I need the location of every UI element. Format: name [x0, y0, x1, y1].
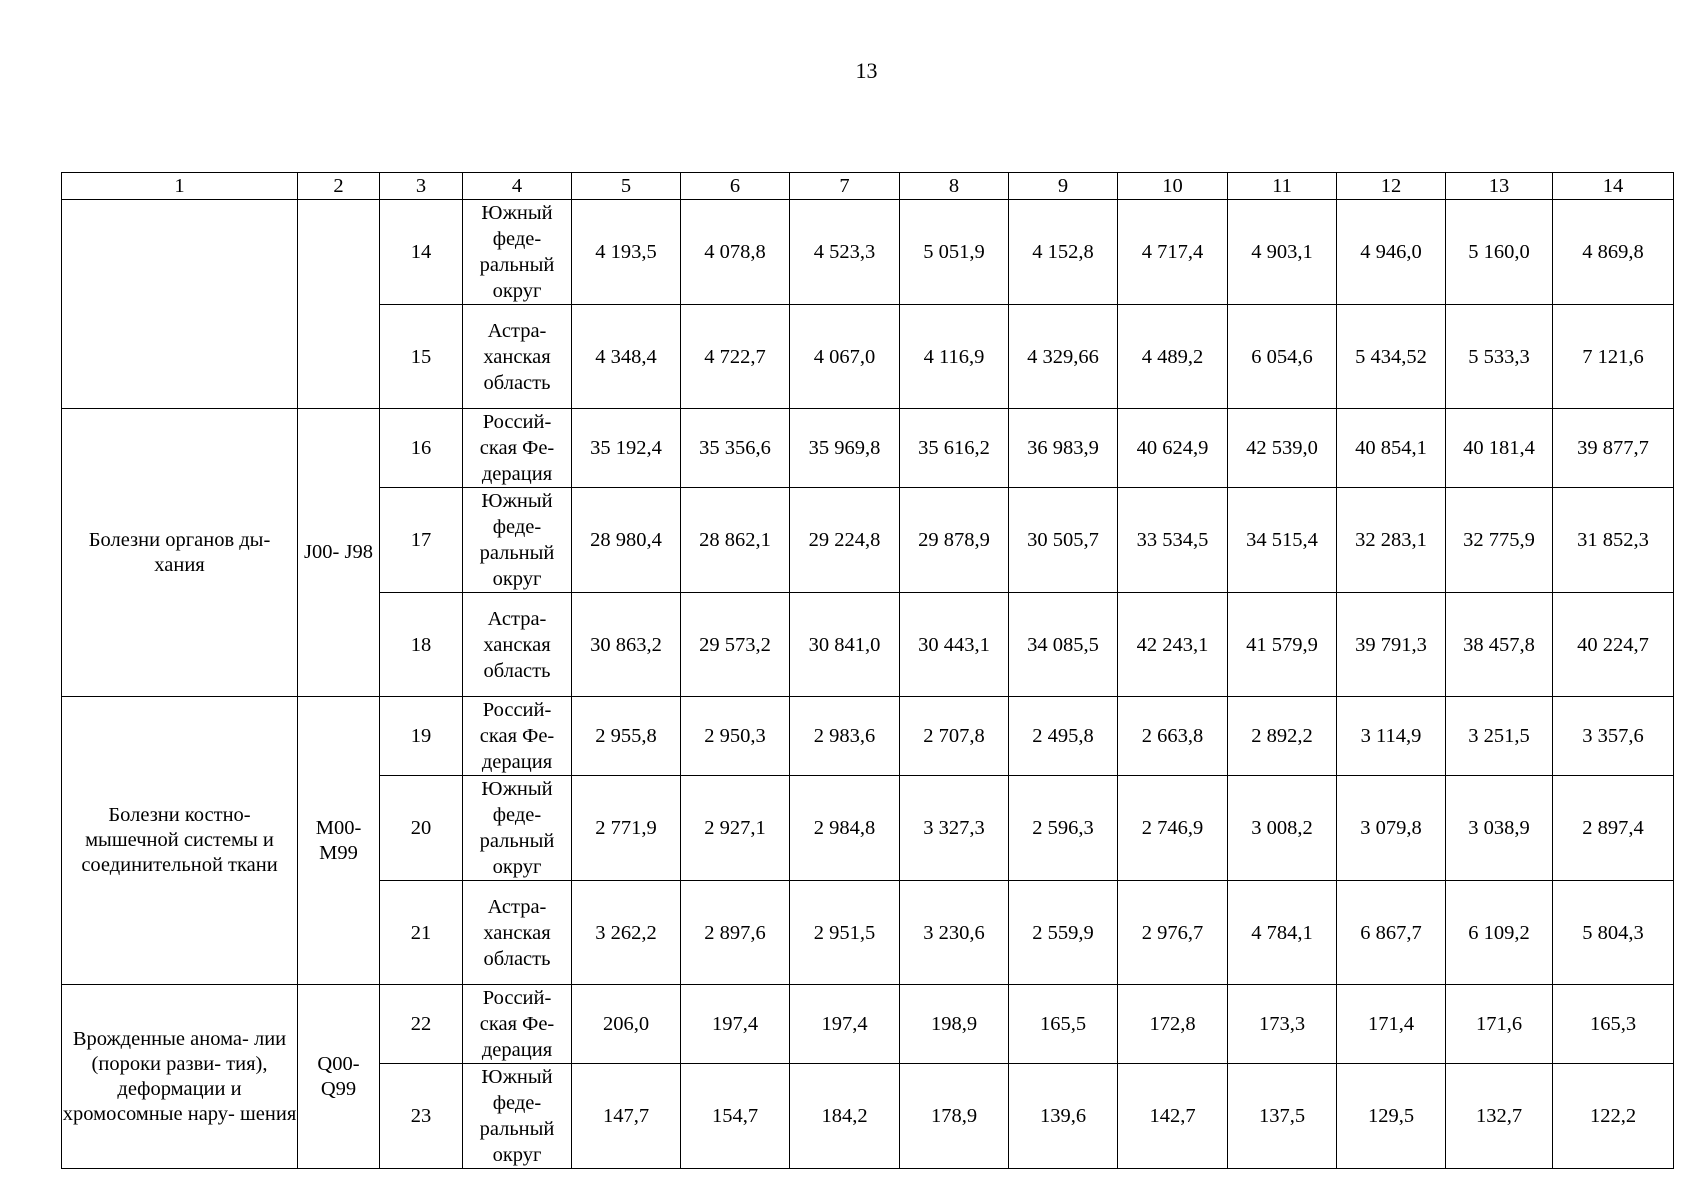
icd-code-cell: J00- J98	[298, 409, 380, 697]
value-cell: 172,8	[1118, 985, 1228, 1064]
page-number: 13	[855, 58, 878, 83]
value-cell: 34 515,4	[1228, 488, 1337, 593]
value-cell: 4 067,0	[790, 305, 900, 409]
value-cell: 32 775,9	[1446, 488, 1553, 593]
header-cell: 1	[62, 173, 298, 200]
region-cell: Россий- ская Фе- дерация	[463, 985, 572, 1064]
value-cell: 4 489,2	[1118, 305, 1228, 409]
icd-code-cell: M00- M99	[298, 697, 380, 985]
value-cell: 6 109,2	[1446, 881, 1553, 985]
value-cell: 6 867,7	[1337, 881, 1446, 985]
value-cell: 173,3	[1228, 985, 1337, 1064]
value-cell: 41 579,9	[1228, 593, 1337, 697]
value-cell: 198,9	[900, 985, 1009, 1064]
value-cell: 4 903,1	[1228, 200, 1337, 305]
value-cell: 2 892,2	[1228, 697, 1337, 776]
value-cell: 4 784,1	[1228, 881, 1337, 985]
value-cell: 137,5	[1228, 1064, 1337, 1169]
value-cell: 35 616,2	[900, 409, 1009, 488]
value-cell: 129,5	[1337, 1064, 1446, 1169]
header-row	[62, 173, 1674, 200]
value-cell: 28 980,4	[572, 488, 681, 593]
table-row	[62, 409, 1674, 488]
value-cell: 5 051,9	[900, 200, 1009, 305]
region-cell: Астра- ханская область	[463, 305, 572, 409]
value-cell: 4 329,66	[1009, 305, 1118, 409]
value-cell: 3 251,5	[1446, 697, 1553, 776]
region-cell: Южный феде- ральный округ	[463, 488, 572, 593]
value-cell: 4 523,3	[790, 200, 900, 305]
value-cell: 2 746,9	[1118, 776, 1228, 881]
row-number-cell: 20	[380, 776, 463, 881]
header-cell: 9	[1009, 173, 1118, 200]
disease-name-cell	[62, 200, 298, 409]
header-cell: 4	[463, 173, 572, 200]
region-cell: Россий- ская Фе- дерация	[463, 409, 572, 488]
table-row	[62, 985, 1674, 1064]
table-row	[62, 200, 1674, 305]
header-cell: 14	[1553, 173, 1674, 200]
header-cell: 11	[1228, 173, 1337, 200]
value-cell: 2 596,3	[1009, 776, 1118, 881]
value-cell: 2 950,3	[681, 697, 790, 776]
value-cell: 178,9	[900, 1064, 1009, 1169]
value-cell: 2 897,4	[1553, 776, 1674, 881]
value-cell: 29 224,8	[790, 488, 900, 593]
header-cell: 8	[900, 173, 1009, 200]
value-cell: 197,4	[681, 985, 790, 1064]
value-cell: 4 116,9	[900, 305, 1009, 409]
icd-code-cell	[298, 200, 380, 409]
header-cell: 10	[1118, 173, 1228, 200]
value-cell: 40 854,1	[1337, 409, 1446, 488]
value-cell: 5 160,0	[1446, 200, 1553, 305]
table-row	[62, 697, 1674, 776]
row-number-cell: 18	[380, 593, 463, 697]
region-cell: Южный феде- ральный округ	[463, 200, 572, 305]
value-cell: 3 230,6	[900, 881, 1009, 985]
value-cell: 2 983,6	[790, 697, 900, 776]
value-cell: 3 262,2	[572, 881, 681, 985]
value-cell: 28 862,1	[681, 488, 790, 593]
value-cell: 2 976,7	[1118, 881, 1228, 985]
value-cell: 30 443,1	[900, 593, 1009, 697]
value-cell: 3 114,9	[1337, 697, 1446, 776]
value-cell: 34 085,5	[1009, 593, 1118, 697]
value-cell: 2 951,5	[790, 881, 900, 985]
value-cell: 206,0	[572, 985, 681, 1064]
value-cell: 2 955,8	[572, 697, 681, 776]
header-cell: 7	[790, 173, 900, 200]
value-cell: 3 327,3	[900, 776, 1009, 881]
value-cell: 184,2	[790, 1064, 900, 1169]
value-cell: 29 878,9	[900, 488, 1009, 593]
row-number-cell: 21	[380, 881, 463, 985]
value-cell: 39 877,7	[1553, 409, 1674, 488]
value-cell: 4 869,8	[1553, 200, 1674, 305]
value-cell: 2 897,6	[681, 881, 790, 985]
value-cell: 3 008,2	[1228, 776, 1337, 881]
value-cell: 36 983,9	[1009, 409, 1118, 488]
value-cell: 7 121,6	[1553, 305, 1674, 409]
value-cell: 5 804,3	[1553, 881, 1674, 985]
value-cell: 39 791,3	[1337, 593, 1446, 697]
disease-name-cell: Болезни костно- мышечной системы и соединительной ткани	[62, 697, 298, 985]
header-cell: 13	[1446, 173, 1553, 200]
row-number-cell: 14	[380, 200, 463, 305]
value-cell: 6 054,6	[1228, 305, 1337, 409]
value-cell: 132,7	[1446, 1064, 1553, 1169]
value-cell: 147,7	[572, 1064, 681, 1169]
value-cell: 30 841,0	[790, 593, 900, 697]
row-number-cell: 23	[380, 1064, 463, 1169]
value-cell: 3 079,8	[1337, 776, 1446, 881]
value-cell: 5 434,52	[1337, 305, 1446, 409]
row-number-cell: 19	[380, 697, 463, 776]
row-number-cell: 22	[380, 985, 463, 1064]
value-cell: 165,3	[1553, 985, 1674, 1064]
value-cell: 35 192,4	[572, 409, 681, 488]
value-cell: 35 356,6	[681, 409, 790, 488]
row-number-cell: 15	[380, 305, 463, 409]
value-cell: 154,7	[681, 1064, 790, 1169]
value-cell: 197,4	[790, 985, 900, 1064]
value-cell: 2 707,8	[900, 697, 1009, 776]
icd-code-cell: Q00- Q99	[298, 985, 380, 1169]
header-cell: 3	[380, 173, 463, 200]
value-cell: 2 663,8	[1118, 697, 1228, 776]
value-cell: 171,6	[1446, 985, 1553, 1064]
value-cell: 30 863,2	[572, 593, 681, 697]
value-cell: 2 559,9	[1009, 881, 1118, 985]
region-cell: Южный феде- ральный округ	[463, 1064, 572, 1169]
region-cell: Россий- ская Фе- дерация	[463, 697, 572, 776]
value-cell: 38 457,8	[1446, 593, 1553, 697]
value-cell: 3 038,9	[1446, 776, 1553, 881]
value-cell: 33 534,5	[1118, 488, 1228, 593]
row-number-cell: 16	[380, 409, 463, 488]
disease-name-cell: Болезни органов ды- хания	[62, 409, 298, 697]
value-cell: 3 357,6	[1553, 697, 1674, 776]
value-cell: 4 348,4	[572, 305, 681, 409]
value-cell: 32 283,1	[1337, 488, 1446, 593]
row-number-cell: 17	[380, 488, 463, 593]
value-cell: 2 984,8	[790, 776, 900, 881]
value-cell: 4 717,4	[1118, 200, 1228, 305]
value-cell: 29 573,2	[681, 593, 790, 697]
header-cell: 2	[298, 173, 380, 200]
value-cell: 40 224,7	[1553, 593, 1674, 697]
region-cell: Астра- ханская область	[463, 881, 572, 985]
value-cell: 4 193,5	[572, 200, 681, 305]
value-cell: 165,5	[1009, 985, 1118, 1064]
value-cell: 4 722,7	[681, 305, 790, 409]
value-cell: 4 078,8	[681, 200, 790, 305]
header-cell: 5	[572, 173, 681, 200]
morbidity-table	[61, 172, 1674, 1169]
value-cell: 42 539,0	[1228, 409, 1337, 488]
value-cell: 171,4	[1337, 985, 1446, 1064]
value-cell: 142,7	[1118, 1064, 1228, 1169]
header-cell: 6	[681, 173, 790, 200]
value-cell: 2 771,9	[572, 776, 681, 881]
region-cell: Южный феде- ральный округ	[463, 776, 572, 881]
value-cell: 30 505,7	[1009, 488, 1118, 593]
header-cell: 12	[1337, 173, 1446, 200]
disease-name-cell: Врожденные анома- лии (пороки разви- тия), деформации и хромосомные нару- шения	[62, 985, 298, 1169]
value-cell: 31 852,3	[1553, 488, 1674, 593]
value-cell: 4 946,0	[1337, 200, 1446, 305]
value-cell: 40 181,4	[1446, 409, 1553, 488]
value-cell: 122,2	[1553, 1064, 1674, 1169]
value-cell: 35 969,8	[790, 409, 900, 488]
value-cell: 2 495,8	[1009, 697, 1118, 776]
value-cell: 4 152,8	[1009, 200, 1118, 305]
region-cell: Астра- ханская область	[463, 593, 572, 697]
value-cell: 40 624,9	[1118, 409, 1228, 488]
value-cell: 139,6	[1009, 1064, 1118, 1169]
value-cell: 2 927,1	[681, 776, 790, 881]
value-cell: 5 533,3	[1446, 305, 1553, 409]
value-cell: 42 243,1	[1118, 593, 1228, 697]
